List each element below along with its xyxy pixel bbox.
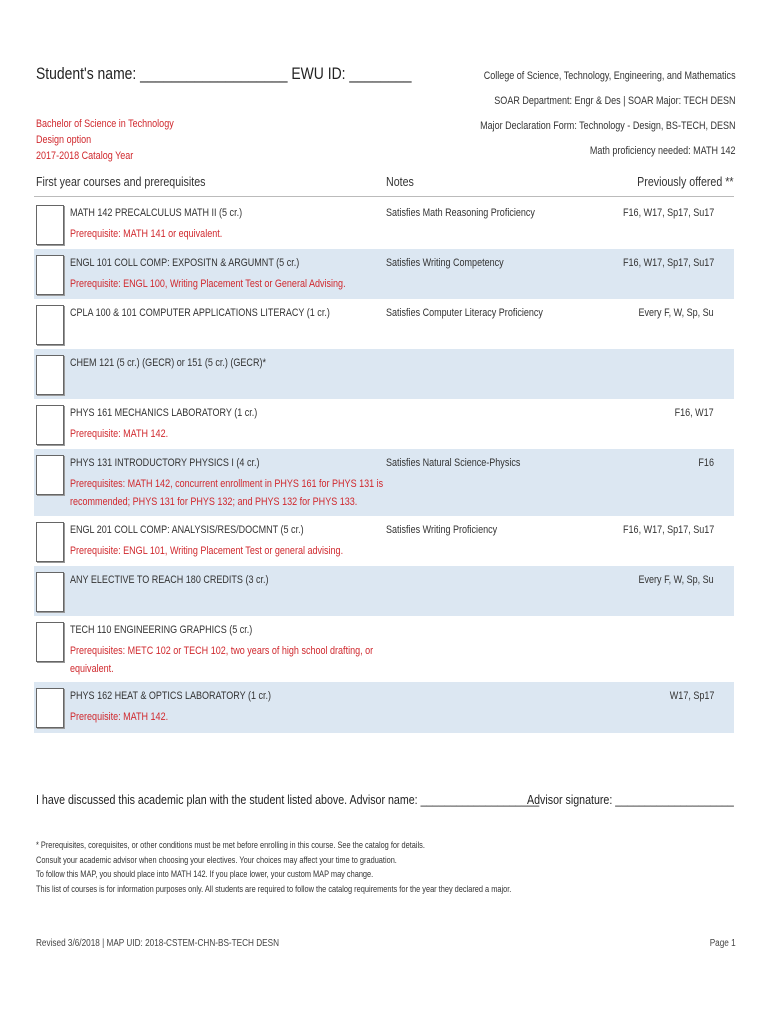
- column-header-courses: First year courses and prerequisites: [36, 174, 206, 189]
- course-checkbox[interactable]: [36, 688, 64, 728]
- advisor-name-field[interactable]: I have discussed this academic plan with the student listed above. Advisor name: ____________________: [36, 792, 540, 807]
- course-checkbox[interactable]: [36, 205, 64, 245]
- header-divider: [34, 196, 734, 197]
- program-info: [424, 64, 736, 164]
- course-note: Satisfies Writing Proficiency: [386, 524, 498, 536]
- course-title: MATH 142 PRECALCULUS MATH II (5 cr.): [70, 207, 243, 219]
- course-row-elective: [34, 566, 734, 616]
- course-offered: F16, W17: [674, 407, 714, 419]
- course-prerequisite: Prerequisite: MATH 142.: [70, 428, 169, 440]
- course-row-tech-110: [34, 616, 734, 682]
- course-prerequisite: Prerequisites: MATH 142, concurrent enrollment in PHYS 161 for PHYS 131 is recommended; PHYS 131 for PHYS 132; and PHYS 132 for PHYS 133.: [70, 478, 384, 508]
- footnote: * Prerequisites, corequisites, or other conditions must be met before enrolling in this course. See the catalog for details.: [36, 840, 425, 850]
- course-prerequisite: Prerequisites: METC 102 or TECH 102, two years of high school drafting, or equivalent.: [70, 645, 374, 675]
- department-line: SOAR Department: Engr & Des | SOAR Major: TECH DESN: [494, 95, 736, 107]
- course-row-engl-101: [34, 249, 734, 299]
- catalog-year: 2017-2018 Catalog Year: [36, 150, 134, 162]
- footnote: To follow this MAP, you should place into MATH 142. If you place lower, your custom MAP may change.: [36, 869, 374, 879]
- advisor-signature-field[interactable]: Advisor signature: ____________________: [527, 792, 734, 807]
- course-offered: F16, W17, Sp17, Su17: [622, 524, 714, 536]
- course-title: PHYS 131 INTRODUCTORY PHYSICS I (4 cr.): [70, 457, 260, 469]
- course-title: ENGL 101 COLL COMP: EXPOSITN & ARGUMNT (5 cr.): [70, 257, 300, 269]
- course-row-math-142: [34, 199, 734, 249]
- declaration-form-line: Major Declaration Form: Technology - Design, BS-TECH, DESN: [480, 120, 736, 132]
- course-checkbox[interactable]: [36, 572, 64, 612]
- course-prerequisite: Prerequisite: ENGL 101, Writing Placement Test or general advising.: [70, 545, 344, 557]
- course-checkbox[interactable]: [36, 255, 64, 295]
- student-name-field[interactable]: Student's name: ___________________ EWU ID: ________: [36, 64, 412, 83]
- course-title: TECH 110 ENGINEERING GRAPHICS (5 cr.): [70, 624, 253, 636]
- course-title: PHYS 161 MECHANICS LABORATORY (1 cr.): [70, 407, 258, 419]
- column-header-notes: Notes: [386, 174, 414, 189]
- course-prerequisite: Prerequisite: MATH 141 or equivalent.: [70, 228, 223, 240]
- course-checkbox[interactable]: [36, 405, 64, 445]
- course-note: Satisfies Math Reasoning Proficiency: [386, 207, 535, 219]
- course-offered: F16, W17, Sp17, Su17: [622, 207, 714, 219]
- degree-block: [36, 116, 204, 164]
- course-checkbox[interactable]: [36, 622, 64, 662]
- course-row-phys-131: [34, 449, 734, 516]
- degree-name: Bachelor of Science in Technology: [36, 118, 174, 130]
- course-prerequisite: Prerequisite: ENGL 100, Writing Placement Test or General Advising.: [70, 278, 346, 290]
- footnote: This list of courses is for information purposes only. All students are required to follow the catalog requirements for the year they declared a major.: [36, 883, 512, 894]
- column-header-offered: Previously offered **: [637, 174, 734, 189]
- course-checkbox[interactable]: [36, 305, 64, 345]
- course-title: CHEM 121 (5 cr.) (GECR) or 151 (5 cr.) (GECR)*: [70, 357, 266, 369]
- math-proficiency-line: Math proficiency needed: MATH 142: [590, 145, 736, 157]
- course-note: Satisfies Writing Competency: [386, 257, 504, 269]
- course-row-engl-201: [34, 516, 734, 566]
- course-title: PHYS 162 HEAT & OPTICS LABORATORY (1 cr.): [70, 690, 272, 702]
- course-offered: Every F, W, Sp, Su: [638, 307, 714, 319]
- course-row-phys-161: [34, 399, 734, 449]
- course-title: ANY ELECTIVE TO REACH 180 CREDITS (3 cr.): [70, 574, 269, 586]
- course-title: ENGL 201 COLL COMP: ANALYSIS/RES/DOCMNT (5 cr.): [70, 524, 304, 536]
- course-prerequisite: Prerequisite: MATH 142.: [70, 711, 169, 723]
- course-row-chem-121: [34, 349, 734, 399]
- course-offered: Every F, W, Sp, Su: [638, 574, 714, 586]
- page-number: Page 1: [710, 938, 736, 949]
- college-name: College of Science, Technology, Engineering, and Mathematics: [484, 70, 736, 82]
- course-note: Satisfies Natural Science-Physics: [386, 457, 521, 469]
- course-offered: F16: [698, 457, 714, 469]
- course-checkbox[interactable]: [36, 455, 64, 495]
- course-row-cpla-100: [34, 299, 734, 349]
- course-offered: F16, W17, Sp17, Su17: [622, 257, 714, 269]
- course-checkbox[interactable]: [36, 355, 64, 395]
- course-checkbox[interactable]: [36, 522, 64, 562]
- footnote: Consult your academic advisor when choosing your electives. Your choices may affect your time to graduation.: [36, 854, 397, 865]
- course-title: CPLA 100 & 101 COMPUTER APPLICATIONS LITERACY (1 cr.): [70, 307, 330, 319]
- footnotes: [36, 838, 616, 896]
- course-offered: W17, Sp17: [669, 690, 714, 702]
- course-row-phys-162: [34, 682, 734, 733]
- degree-option: Design option: [36, 134, 92, 146]
- course-note: Satisfies Computer Literacy Proficiency: [386, 307, 543, 319]
- revision-info: Revised 3/6/2018 | MAP UID: 2018-CSTEM-CHN-BS-TECH DESN: [36, 938, 280, 949]
